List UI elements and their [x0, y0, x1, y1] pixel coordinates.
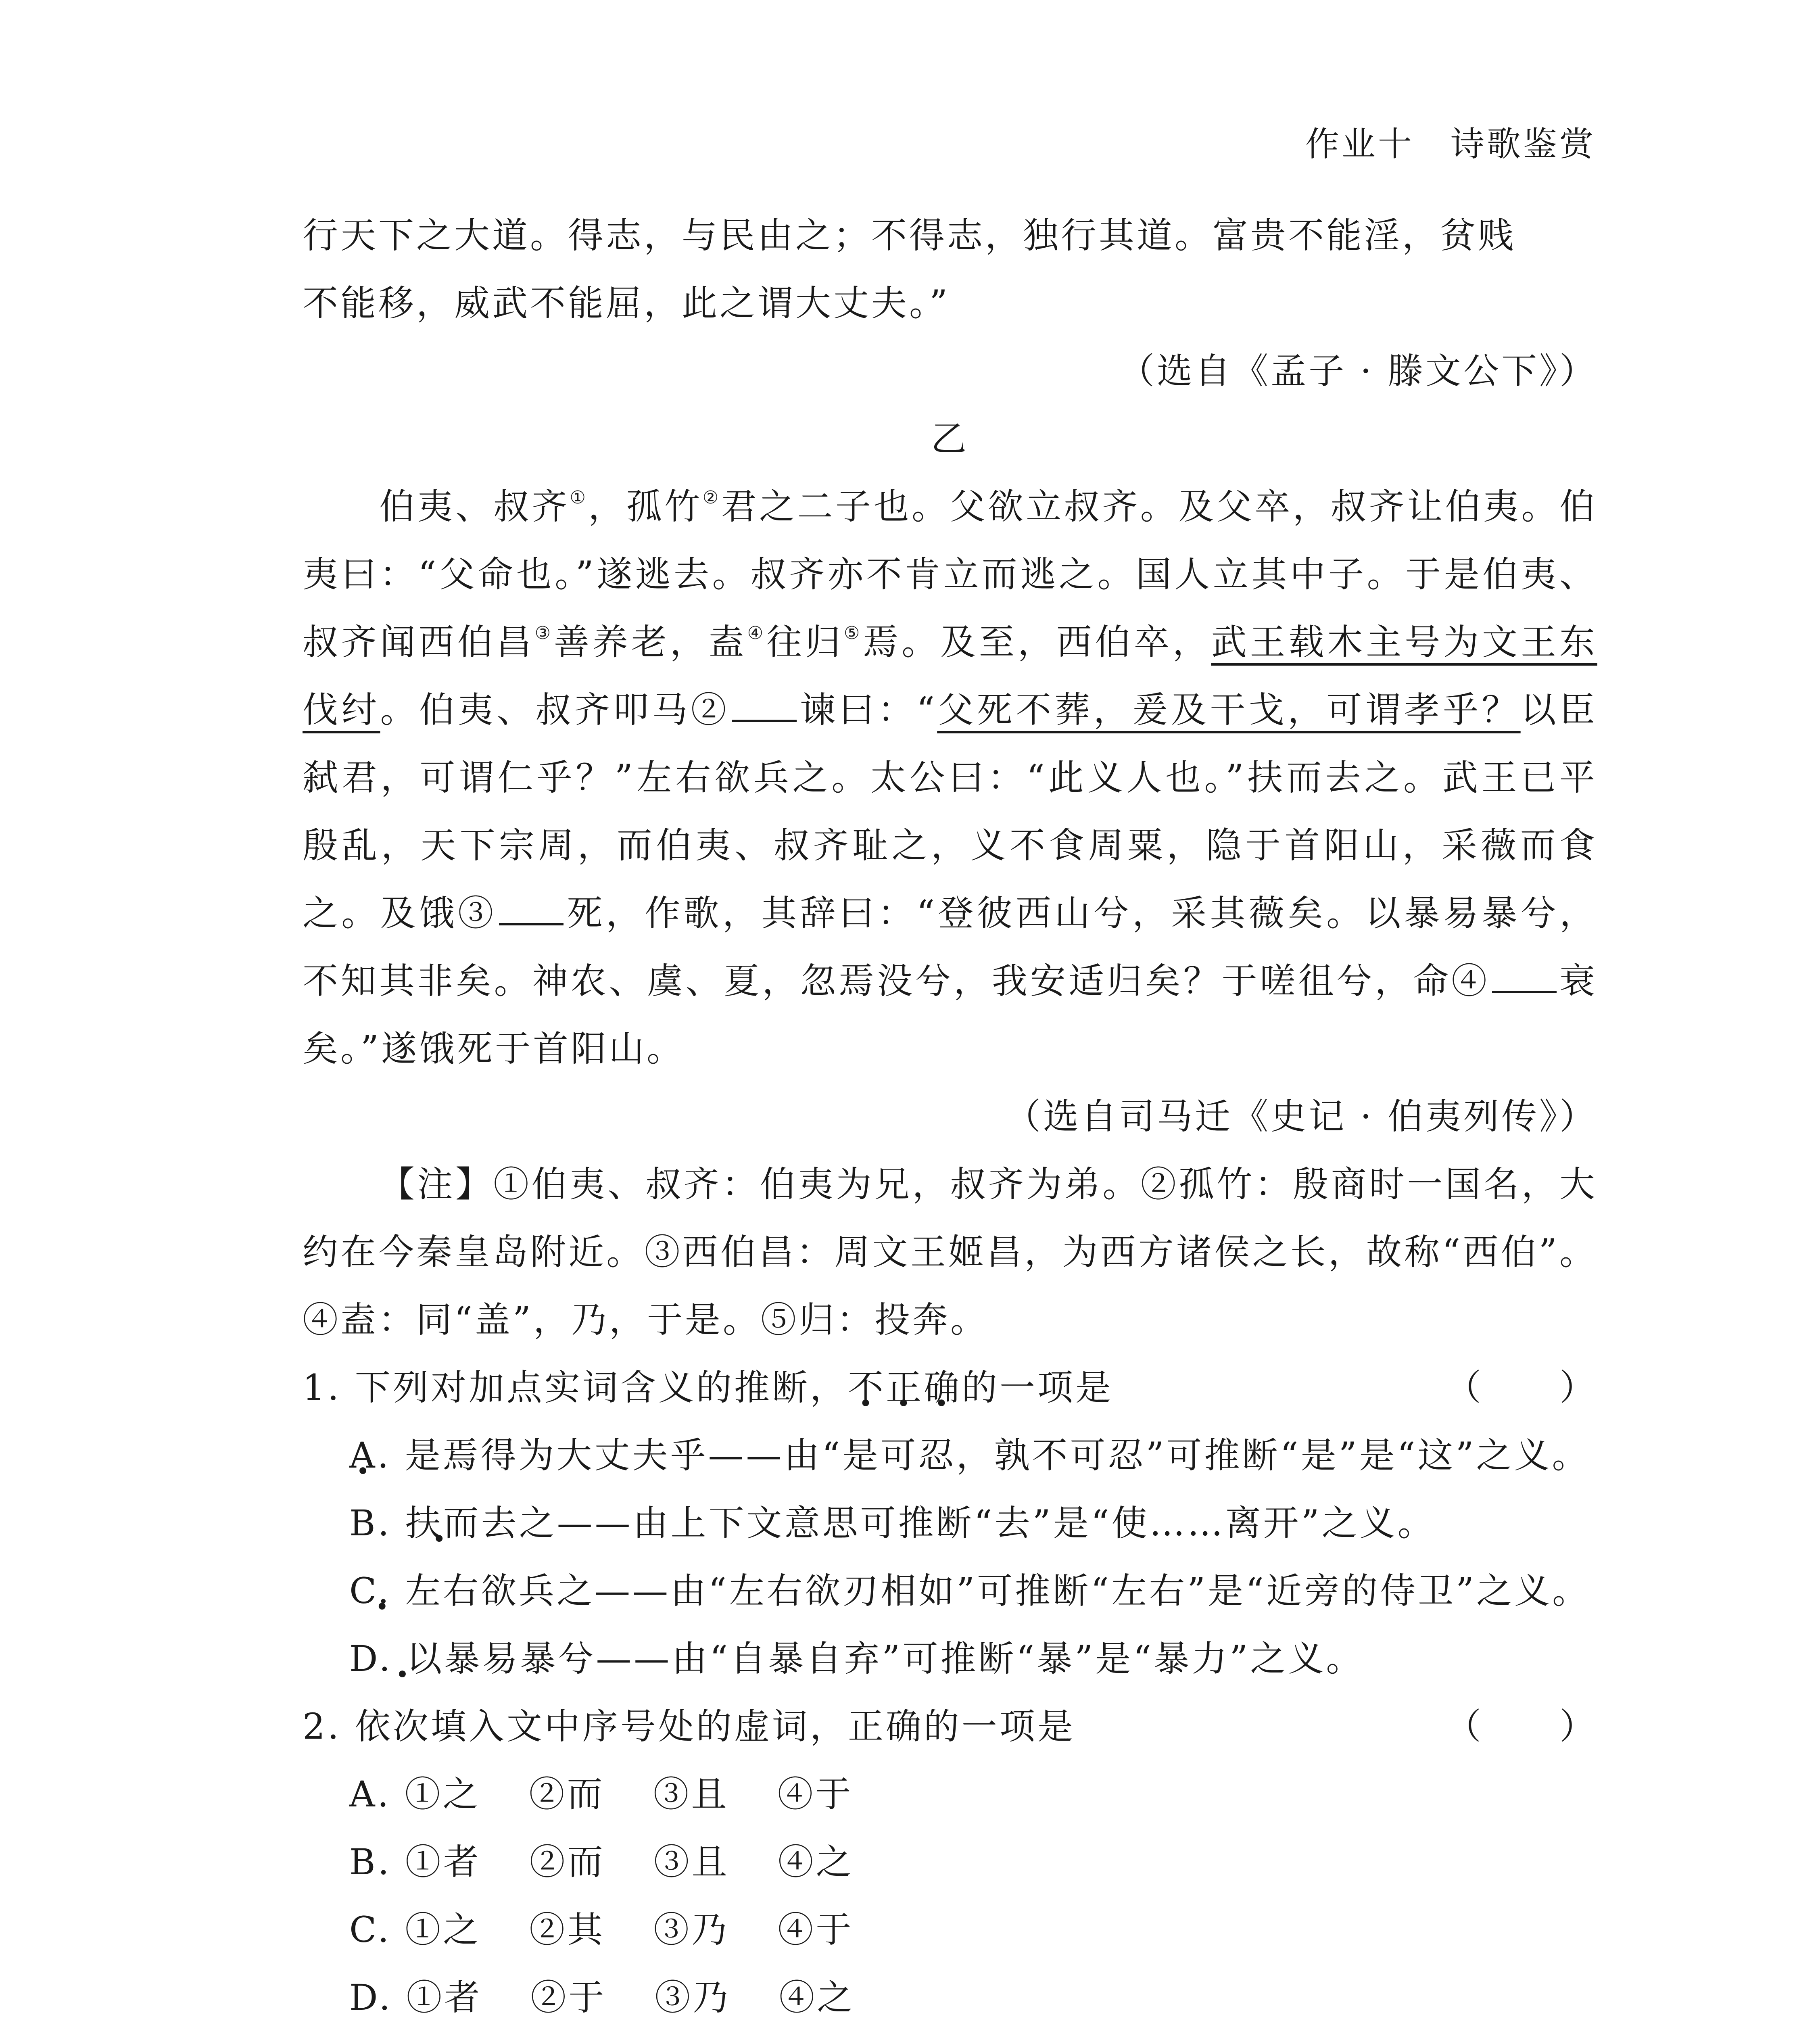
emphasis-char: 是 — [405, 1434, 443, 1476]
question-2-option-c — [349, 1896, 1597, 1964]
emphasis-char: 左右 — [405, 1570, 481, 1612]
passage-yi-source: （选自司马迁《史记 · 伯夷列传》） — [1005, 1096, 1597, 1137]
option-text: 以 — [406, 1638, 445, 1679]
choice-item: ①者 — [405, 1841, 481, 1883]
footnote-marker: ② — [702, 487, 721, 508]
passage-yi-title: 乙 — [931, 418, 969, 459]
answer-paren: （ ） — [1445, 1367, 1597, 1408]
text-segment: 伯夷、叔齐 — [379, 486, 570, 527]
text-segment: 善养老，盍 — [553, 621, 747, 663]
option-text: 易暴兮——由“自暴自弃”可推断“暴”是“暴力”之义。 — [482, 1638, 1364, 1679]
choice-item: ①之 — [405, 1773, 481, 1815]
footnote-marker: ④ — [747, 623, 766, 643]
answer-paren: （ ） — [1445, 1706, 1597, 1747]
option-text: 欲兵之——由“左右欲刃相如”可推断“左右”是“近旁的侍卫”之义。 — [481, 1570, 1590, 1612]
passage-jia-line-1: 行天下之大道。得志，与民由之；不得志，独行其道。富贵不能淫，贫贱 — [303, 215, 1516, 256]
text-segment: 往归 — [766, 621, 844, 663]
choice-item: ②而 — [529, 1841, 605, 1883]
question-1-stem — [303, 1354, 1597, 1422]
choice-item: ①之 — [405, 1909, 481, 1950]
question-1-option-c — [349, 1557, 1597, 1625]
option-label: C. — [349, 1570, 405, 1612]
annotation-note: 【注】①伯夷、叔齐：伯夷为兄，叔齐为弟。②孤竹：殷商时一国名，大约在今秦皇岛附近。③西伯昌：周文王姬昌，为西方诸侯之长，故称“西伯”。④盍：同“盖”，乃，于是。⑤归：投奔。 — [303, 1163, 1597, 1340]
choice-item: ④于 — [778, 1909, 854, 1950]
footnote-marker: ① — [570, 487, 589, 508]
underlined-sentence-1: 武王载木主号为文王东伐纣 — [303, 621, 1597, 731]
passage-jia-source: （选自《孟子 · 滕文公下》） — [1119, 350, 1597, 392]
choice-item: ④之 — [778, 1841, 854, 1883]
option-text: 焉得为大丈夫乎——由“是可忍，孰不可忍”可推断“是”是“这”之义。 — [442, 1434, 1590, 1476]
choice-item: ①者 — [406, 1977, 482, 2017]
choice-item: ③乃 — [655, 1977, 731, 2017]
fill-blank-2 — [732, 691, 797, 722]
choice-item: ④之 — [779, 1977, 855, 2017]
footnote-marker: ⑤ — [843, 623, 863, 643]
emphasis-char: 暴 — [444, 1638, 482, 1679]
option-label: A. — [349, 1773, 405, 1815]
option-label: B. — [349, 1841, 405, 1883]
stem-text: 1. 下列对加点实词含义的推断， — [303, 1367, 848, 1408]
choice-item: ④于 — [777, 1773, 854, 1815]
emphasis-char: 去 — [481, 1502, 519, 1544]
choice-item: ③且 — [653, 1773, 729, 1815]
question-2-option-d — [349, 1964, 1597, 2017]
question-2-option-a — [349, 1760, 1597, 1828]
emphasis-char: 确 — [923, 1367, 962, 1408]
text-segment: 衰矣。”遂饿死于首阳山。 — [303, 960, 1597, 1069]
emphasis-char: 不 — [847, 1367, 886, 1408]
stem-text: 的一项是 — [961, 1367, 1113, 1408]
passage-jia-line-2: 不能移，威武不能屈，此之谓大丈夫。” — [303, 282, 950, 324]
content — [303, 202, 1597, 2017]
footnote-marker: ③ — [534, 623, 554, 643]
option-label: B. — [349, 1502, 405, 1544]
passage-yi-body — [303, 473, 1597, 1083]
emphasis-char: 正 — [885, 1367, 924, 1408]
text-segment: 。伯夷、叔齐叩马② — [380, 689, 730, 731]
text-segment: 以臣弑君，可谓仁乎？”左右欲兵之。太公曰：“此义人也。”扶而去之。武王已平殷乱，天下宗周，而伯夷、叔齐耻之，义不食周粟，隐于首阳山，采薇而食之。及饿③ — [303, 689, 1597, 934]
question-2-option-b — [349, 1828, 1597, 1896]
question-1-option-d — [349, 1625, 1597, 1693]
page-header: 作业十 诗歌鉴赏 — [1305, 124, 1596, 164]
fill-blank-3 — [499, 894, 564, 925]
choice-item: ②于 — [530, 1977, 607, 2017]
text-segment: 死，作歌，其辞曰：“登彼西山兮，采其薇矣。以暴易暴兮，不知其非矣。神农、虞、夏，忽焉没兮，我安适归矣？于嗟徂兮，命④ — [303, 892, 1597, 1002]
option-text: 之——由上下文意思可推断“去”是“使……离开”之义。 — [519, 1502, 1436, 1544]
choice-item: ②其 — [529, 1909, 605, 1950]
question-1-option-b — [349, 1489, 1597, 1557]
choice-item: ③乃 — [653, 1909, 730, 1950]
fill-blank-4 — [1492, 962, 1557, 993]
choice-item: ②而 — [529, 1773, 605, 1815]
option-label: C. — [349, 1909, 405, 1950]
question-2-text: 2. 依次填入文中序号处的虚词，正确的一项是 — [303, 1706, 1075, 1747]
text-segment: 谏曰：“ — [799, 689, 937, 731]
question-2-stem — [303, 1693, 1597, 1760]
choice-item: ③且 — [653, 1841, 730, 1883]
text-segment: 君之二子也。父欲立叔齐。及父卒，叔齐让伯夷。伯夷曰：“父命也。”遂逃去。叔齐亦不肯立而逃之。国人立其中子。于是伯夷、叔齐闻西伯昌 — [303, 486, 1597, 663]
question-1-option-a — [349, 1422, 1597, 1489]
underlined-sentence-2: 父死不葬，爰及干戈，可谓孝乎？ — [937, 689, 1521, 731]
text-segment: 焉。及至，西伯卒， — [863, 621, 1211, 663]
question-1-text — [303, 1354, 1113, 1422]
option-label: D. — [349, 1977, 407, 2017]
text-segment: ，孤竹 — [588, 486, 703, 527]
option-text: 扶而 — [405, 1502, 481, 1544]
option-label: D. — [349, 1638, 407, 1679]
option-label: A. — [349, 1434, 405, 1476]
